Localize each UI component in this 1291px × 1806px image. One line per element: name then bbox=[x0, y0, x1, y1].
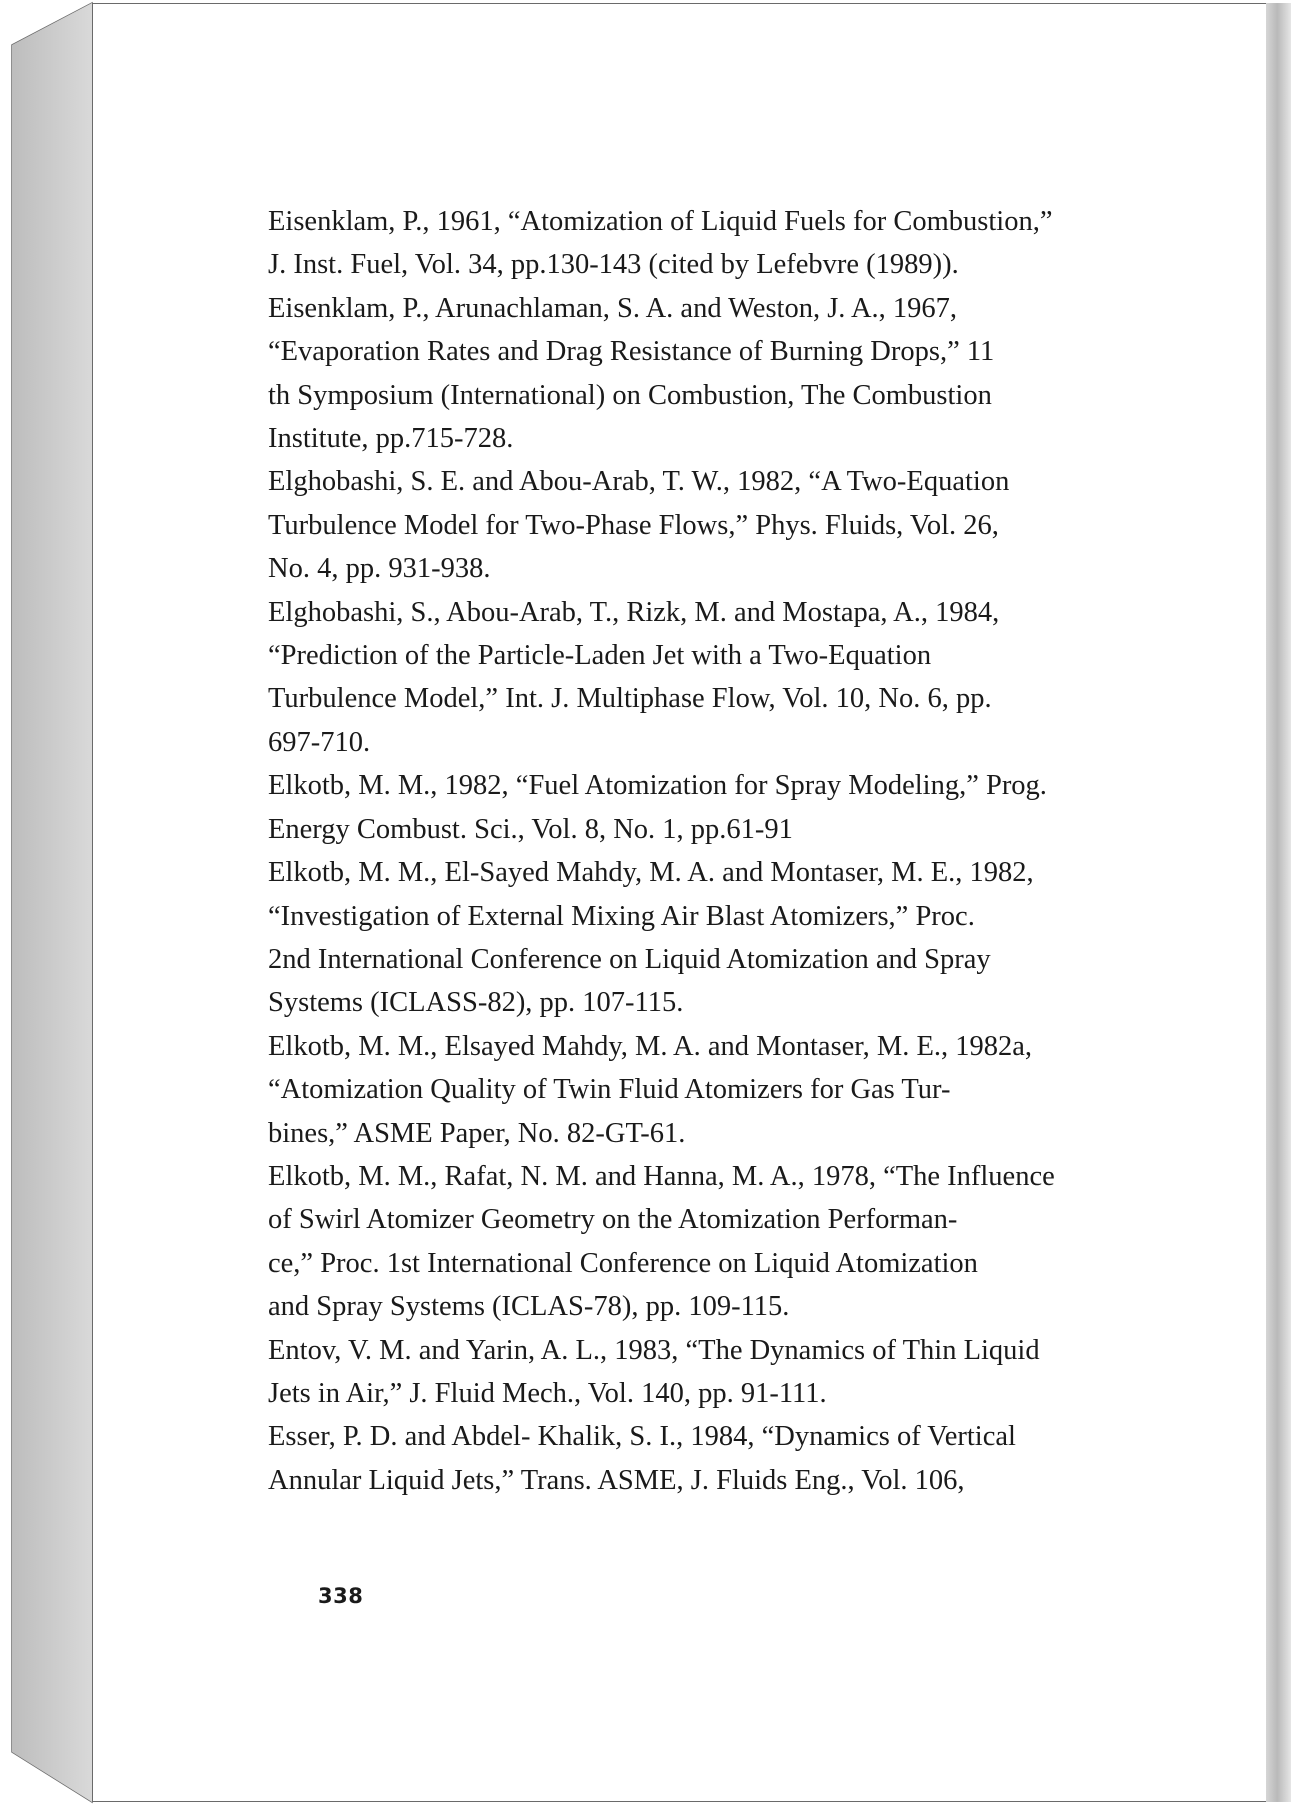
reference-line: ce,” Proc. 1st International Conference on Liquid Atomization bbox=[268, 1247, 978, 1279]
reference-line: Energy Combust. Sci., Vol. 8, No. 1, pp.61-91 bbox=[268, 813, 793, 845]
page-number: 338 bbox=[318, 1584, 364, 1608]
page-right-shadow bbox=[1266, 3, 1291, 1802]
reference-line: 697-710. bbox=[268, 726, 371, 758]
reference-line: “Investigation of External Mixing Air Blast Atomizers,” Proc. bbox=[268, 900, 975, 932]
reference-entry bbox=[268, 200, 1198, 287]
reference-list bbox=[268, 200, 1198, 1502]
reference-entry bbox=[268, 287, 1198, 461]
reference-entry bbox=[268, 851, 1198, 1025]
reference-line: Turbulence Model for Two-Phase Flows,” Phys. Fluids, Vol. 26, bbox=[268, 509, 999, 541]
reference-line: Esser, P. D. and Abdel- Khalik, S. I., 1984, “Dynamics of Vertical bbox=[268, 1421, 1016, 1453]
reference-line: Eisenklam, P., Arunachlaman, S. A. and Weston, J. A., 1967, bbox=[268, 292, 958, 324]
reference-line: Jets in Air,” J. Fluid Mech., Vol. 140, pp. 91-111. bbox=[268, 1377, 827, 1409]
reference-line: Elkotb, M. M., Rafat, N. M. and Hanna, M. A., 1978, “The Influence bbox=[268, 1160, 1055, 1192]
reference-line: bines,” ASME Paper, No. 82-GT-61. bbox=[268, 1117, 686, 1149]
reference-line: Entov, V. M. and Yarin, A. L., 1983, “The Dynamics of Thin Liquid bbox=[268, 1334, 1040, 1366]
reference-line: Elkotb, M. M., 1982, “Fuel Atomization for Spray Modeling,” Prog. bbox=[268, 770, 1047, 802]
reference-line: Elghobashi, S. E. and Abou-Arab, T. W., 1982, “A Two-Equation bbox=[268, 466, 1010, 498]
reference-line: th Symposium (International) on Combustion, The Combustion bbox=[268, 379, 992, 411]
reference-line: Institute, pp.715-728. bbox=[268, 423, 514, 455]
reference-line: and Spray Systems (ICLAS-78), pp. 109-115. bbox=[268, 1291, 790, 1323]
reference-entry bbox=[268, 1329, 1198, 1416]
reference-entry bbox=[268, 1025, 1198, 1155]
reference-line: “Atomization Quality of Twin Fluid Atomizers for Gas Tur- bbox=[268, 1074, 951, 1106]
reference-line: Eisenklam, P., 1961, “Atomization of Liquid Fuels for Combustion,” bbox=[268, 206, 1053, 237]
reference-line: “Prediction of the Particle-Laden Jet with a Two-Equation bbox=[268, 640, 932, 672]
reference-line: J. Inst. Fuel, Vol. 34, pp.130-143 (cited by Lefebvre (1989)). bbox=[268, 249, 959, 281]
reference-entry bbox=[268, 591, 1198, 765]
reference-line: of Swirl Atomizer Geometry on the Atomization Performan- bbox=[268, 1204, 958, 1236]
reference-entry bbox=[268, 1155, 1198, 1329]
reference-line: “Evaporation Rates and Drag Resistance of Burning Drops,” 11 bbox=[268, 336, 995, 368]
reference-line: 2nd International Conference on Liquid Atomization and Spray bbox=[268, 943, 991, 975]
reference-line: Annular Liquid Jets,” Trans. ASME, J. Fluids Eng., Vol. 106, bbox=[268, 1464, 965, 1496]
reference-line: Turbulence Model,” Int. J. Multiphase Flow, Vol. 10, No. 6, pp. bbox=[268, 683, 992, 715]
reference-entry bbox=[268, 1415, 1198, 1502]
reference-line: Elkotb, M. M., Elsayed Mahdy, M. A. and Montaser, M. E., 1982a, bbox=[268, 1030, 1033, 1062]
reference-line: Systems (ICLASS-82), pp. 107-115. bbox=[268, 987, 684, 1019]
reference-entry bbox=[268, 764, 1198, 851]
reference-entry bbox=[268, 460, 1198, 590]
reference-line: Elkotb, M. M., El-Sayed Mahdy, M. A. and Montaser, M. E., 1982, bbox=[268, 857, 1034, 889]
reference-line: No. 4, pp. 931-938. bbox=[268, 553, 491, 585]
reference-line: Elghobashi, S., Abou-Arab, T., Rizk, M. and Mostapa, A., 1984, bbox=[268, 596, 1000, 628]
